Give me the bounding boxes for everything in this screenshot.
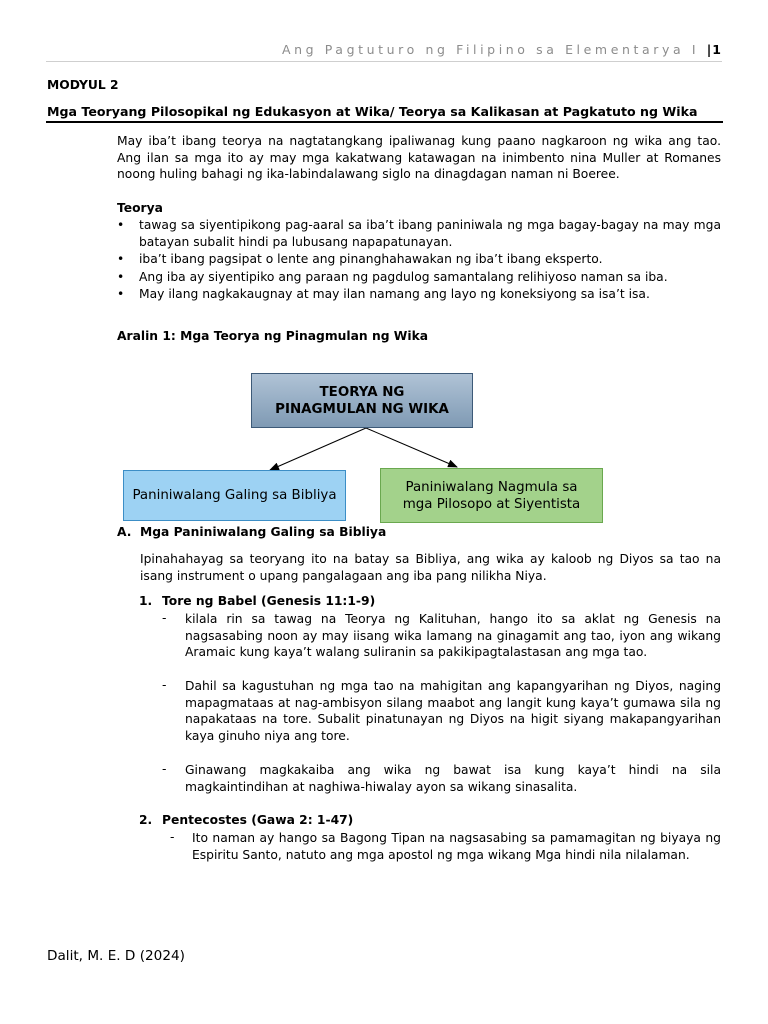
bullet-icon: •: [117, 218, 125, 232]
item-1-point-1: kilala rin sa tawag na Teorya ng Kalituhan, hango ito sa aklat ng Genesis na nagsasabing noon ay may iisang wika lamang na ginagamit ang tao, iyon ang wikang Aramaic kung kaya’t walang suliranin sa pakikipagtalastasan ang mga tao.: [185, 612, 721, 659]
bullet-icon: •: [117, 287, 125, 301]
dash-marker: -: [162, 762, 167, 776]
aralin-heading: Aralin 1: Mga Teorya ng Pinagmulan ng Wika: [117, 329, 429, 343]
diagram-left-label: Paniniwalang Galing sa Bibliya: [132, 488, 337, 503]
bullet-text: iba’t ibang pagsipat o lente ang pinanghahawakan ng iba’t ibang eksperto.: [139, 252, 603, 266]
bullet-text: May ilang nagkakaugnay at may ilan namang ang layo ng koneksiyong sa isa’t isa.: [139, 287, 650, 301]
dash-marker: -: [162, 611, 167, 625]
item-2-number: 2.: [139, 813, 153, 827]
bullet-text: Ang iba ay siyentipiko ang paraan ng pagdulog samantalang relihiyoso naman sa iba.: [139, 269, 668, 284]
arrow-to-left-box: [270, 428, 366, 470]
diagram-root-box: [251, 373, 473, 428]
header-separator: |: [706, 42, 713, 57]
diagram-root-label: TEORYA NG PINAGMULAN NG WIKA: [275, 384, 449, 417]
bullet-icon: •: [117, 252, 125, 266]
diagram-right-label: Paniniwalang Nagmula sa mga Pilosopo at Siyentista: [402, 479, 581, 512]
intro-paragraph: May iba’t ibang teorya na nagtatangkang ipaliwanag kung paano nagkaroon ng wika ang tao. Ang ilan sa mga ito ay may mga kakatwang katawagan na inimbento nina Muller at Romanes noong huling bahagi ng ika-labindalawang siglo na dinagdagan naman ni Boeree.: [117, 134, 721, 181]
section-a-body: Ipinahahayag sa teoryang ito na batay sa Bibliya, ang wika ay kaloob ng Diyos sa tao na isang instrument o upang pangalagaan ang iba pang nilikha Niya.: [140, 552, 721, 583]
footer-citation: Dalit, M. E. D (2024): [47, 948, 185, 964]
page-number: 1: [712, 42, 722, 57]
running-title: Ang Pagtuturo ng Filipino sa Elementarya I: [281, 42, 700, 57]
item-1-point-2: Dahil sa kagustuhan ng mga tao na mahigitan ang kapangyarihan ng Diyos, naging mapagmataas at nag-ambisyon silang maabot ang langit kung kaya’t gumawa sila ng napakataas na tore. Subalit pinatunayan ng Diyos na higit siyang makapangyarihan kaya ginuho niya ang tore.: [185, 679, 721, 743]
dash-marker: -: [162, 678, 167, 692]
arrow-to-right-box: [366, 428, 457, 467]
item-2-point-1: Ito naman ay hango sa Bagong Tipan na nagsasabing sa pamamagitan ng biyaya ng Espiritu Santo, natuto ang mga apostol ng mga wikang Mga hindi nila nilalaman.: [192, 831, 721, 862]
diagram-right-box: [380, 468, 603, 523]
section-a-label: A.: [117, 525, 132, 539]
dash-marker: -: [170, 830, 175, 844]
bullet-text: tawag sa siyentipikong pag-aaral sa iba’t ibang paniniwala ng mga bagay-bagay na may mga batayan subalit hindi pa lubusang napapatunayan.: [139, 218, 721, 249]
item-1-title: Tore ng Babel (Genesis 11:1-9): [162, 594, 376, 608]
teorya-heading: Teorya: [117, 201, 163, 215]
item-1-number: 1.: [139, 594, 153, 608]
bullet-icon: •: [117, 269, 125, 284]
diagram-left-box: [123, 470, 346, 521]
item-2-title: Pentecostes (Gawa 2: 1-47): [162, 813, 354, 827]
page-title: Mga Teoryang Pilosopikal ng Edukasyon at Wika/ Teorya sa Kalikasan at Pagkatuto ng Wika: [47, 104, 698, 119]
section-a-title: Mga Paniniwalang Galing sa Bibliya: [140, 525, 387, 539]
item-1-point-3: Ginawang magkakaiba ang wika ng bawat isa kung kaya’t hindi na sila magkaintindihan at naghiwa-hiwalay ayon sa wikang sinasalita.: [185, 763, 721, 794]
module-label: MODYUL 2: [47, 78, 119, 92]
